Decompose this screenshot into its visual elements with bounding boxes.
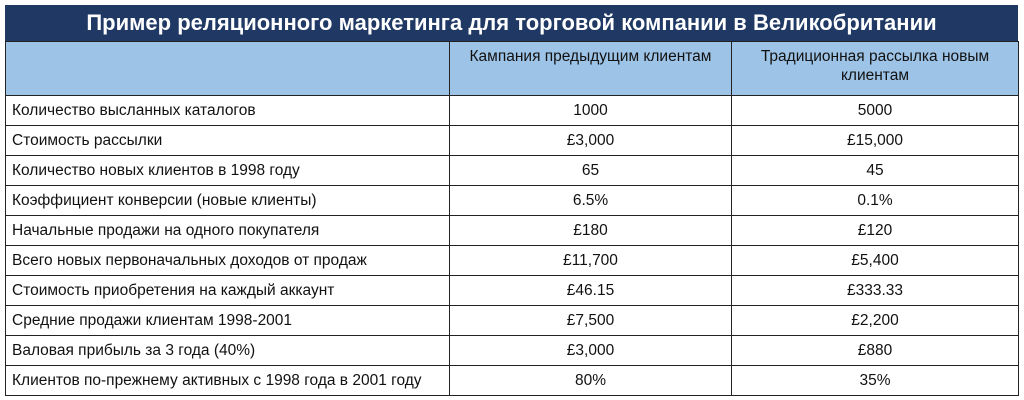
value-previous-clients: £11,700	[450, 246, 732, 276]
table-row	[6, 216, 1019, 246]
row-label: Стоимость рассылки	[6, 126, 450, 156]
row-label: Всего новых первоначальных доходов от продаж	[6, 246, 450, 276]
value-previous-clients: 6.5%	[450, 186, 732, 216]
value-new-clients: 45	[732, 156, 1019, 186]
header-cell-previous-clients: Кампания предыдущим клиентам	[450, 42, 732, 96]
table-row	[6, 186, 1019, 216]
value-new-clients: £5,400	[732, 246, 1019, 276]
table-row	[6, 246, 1019, 276]
value-new-clients: 5000	[732, 96, 1019, 126]
table-row	[6, 306, 1019, 336]
table-row	[6, 156, 1019, 186]
row-label: Коэффициент конверсии (новые клиенты)	[6, 186, 450, 216]
value-previous-clients: £7,500	[450, 306, 732, 336]
table-title: Пример реляционного маркетинга для торговой компании в Великобритании	[5, 5, 1018, 41]
value-previous-clients: £46.15	[450, 276, 732, 306]
row-label: Количество новых клиентов в 1998 году	[6, 156, 450, 186]
value-previous-clients: £180	[450, 216, 732, 246]
value-new-clients: 0.1%	[732, 186, 1019, 216]
row-label: Стоимость приобретения на каждый аккаунт	[6, 276, 450, 306]
table-row	[6, 336, 1019, 366]
value-new-clients: £333.33	[732, 276, 1019, 306]
value-previous-clients: 80%	[450, 366, 732, 396]
table-row	[6, 126, 1019, 156]
table-row	[6, 366, 1019, 396]
value-new-clients: £2,200	[732, 306, 1019, 336]
value-new-clients: £880	[732, 336, 1019, 366]
value-previous-clients: £3,000	[450, 126, 732, 156]
value-new-clients: 35%	[732, 366, 1019, 396]
row-label: Валовая прибыль за 3 года (40%)	[6, 336, 450, 366]
table-row	[6, 96, 1019, 126]
value-previous-clients: 65	[450, 156, 732, 186]
row-label: Начальные продажи на одного покупателя	[6, 216, 450, 246]
value-new-clients: £15,000	[732, 126, 1019, 156]
value-previous-clients: £3,000	[450, 336, 732, 366]
header-cell-empty	[6, 42, 450, 96]
row-label: Средние продажи клиентам 1998-2001	[6, 306, 450, 336]
header-cell-new-clients: Традиционная рассылка новым клиентам	[732, 42, 1019, 96]
header-row	[6, 42, 1019, 96]
value-previous-clients: 1000	[450, 96, 732, 126]
row-label: Количество высланных каталогов	[6, 96, 450, 126]
value-new-clients: £120	[732, 216, 1019, 246]
table-row	[6, 276, 1019, 306]
marketing-table-container	[5, 5, 1018, 396]
row-label: Клиентов по-прежнему активных с 1998 года в 2001 году	[6, 366, 450, 396]
comparison-table	[5, 41, 1019, 396]
